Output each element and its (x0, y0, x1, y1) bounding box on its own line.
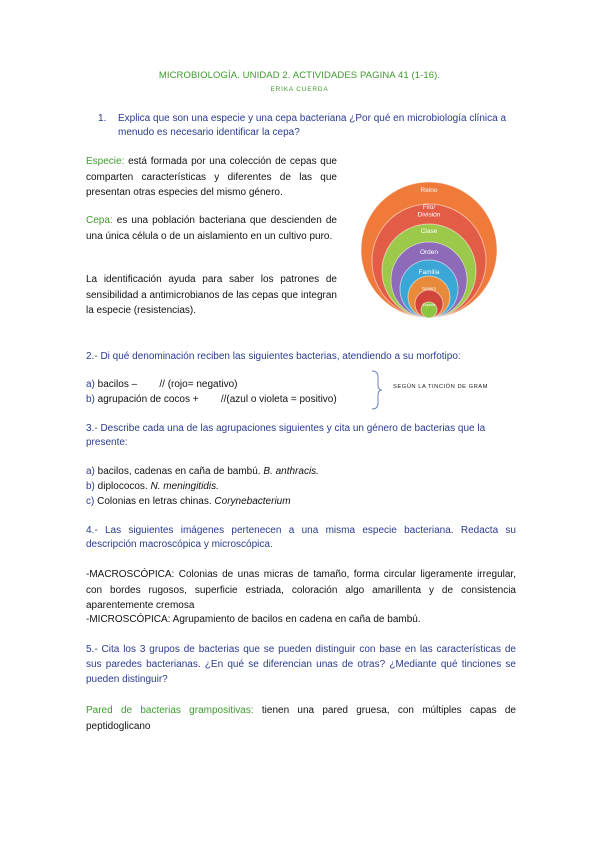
q3-item-a (86, 464, 516, 479)
question-1-text: Explica que son una especie y una cepa bacteriana ¿Por qué en microbiología clínica a menudo es necesario identificar la cepa? (118, 113, 507, 138)
question-5-text: 5.- Cita los 3 grupos de bacterias que se pueden distinguir con base en las características de sus paredes bacterianas. ¿En qué se diferencian unas de otras? ¿Mediante qué tinciones se pueden distinguir? (86, 644, 516, 685)
taxonomy-label-7: Especie (422, 303, 436, 307)
q3-item-b-text: diplococos. (94, 481, 151, 492)
question-3-text: 3.- Describe cada una de las agrupaciones siguientes y cita un género de bacterias que la presente: (86, 423, 486, 448)
taxonomy-label-6: Genero (422, 286, 436, 291)
page-title: MICROBIOLOGÍA. UNIDAD 2. ACTIVIDADES PAGINA 41 (1-16). (158, 70, 441, 81)
q3-item-c-genus: Corynebacterium (214, 496, 291, 507)
q3-item-c (86, 494, 516, 509)
macroscopic-description: -MACROSCÓPICA: Colonias de unas micras de tamaño, forma circular ligeramente irregular, con bordes rugosos, superficie estriada, coloración algo amarillenta y de consistencia aparentemente cremosa (86, 569, 516, 611)
q2-item-a-label: a) (86, 379, 95, 390)
taxonomy-label-2: Filo/ División (417, 204, 441, 219)
q2-item-a-text: bacilos – // (rojo= negativo) (94, 379, 238, 390)
q3-item-a-text: bacilos, cadenas en caña de bambú. (94, 466, 264, 477)
question-4-text: 4.- Las siguientes imágenes pertenecen a una misma especie bacteriana. Redacta su descripción macroscópica y microscópica. (86, 525, 516, 550)
especie-label: Especie: (86, 156, 125, 167)
q2-item-b-label: b) (86, 394, 95, 405)
curly-brace (370, 369, 384, 411)
taxonomy-label-3: Clase (420, 228, 438, 235)
gram-stain-note: SEGÚN LA TINCIÓN DE GRAM (393, 384, 488, 390)
taxonomy-label-5: Familia (418, 269, 440, 276)
author-name: ERIKA CUERDA (270, 86, 329, 93)
q3-item-c-text: Colonias en letras chinas. (94, 496, 215, 507)
cepa-text: es una población bacteriana que descienden de una única célula o de un aislamiento en un cultivo puro. (86, 215, 337, 242)
q3-item-a-label: a) (86, 466, 95, 477)
question-1-number: 1. (98, 113, 107, 124)
q5-answer (86, 703, 516, 734)
q2-item-b-text: agrupación de cocos + //(azul o violeta = positivo) (94, 394, 337, 405)
identificacion-paragraph: La identificación ayuda para saber los patrones de sensibilidad a antimicrobianos de las cepas que integran la especie (resistencias). (86, 274, 337, 316)
q2-item-a (86, 377, 376, 392)
q3-item-c-label: c) (86, 496, 95, 507)
q5-answer-label: Pared de bacterias grampositivas: (86, 705, 254, 716)
taxonomy-label-4: Orden (419, 249, 439, 256)
q3-item-b (86, 479, 516, 494)
cepa-label: Cepa: (86, 215, 113, 226)
especie-definition (86, 154, 337, 201)
question-2-text: 2.- Di qué denominación reciben las siguientes bacterias, atendiendo a su morfotipo: (86, 351, 461, 362)
taxonomy-label-0: Dominio (417, 167, 441, 174)
microscopic-description: -MICROSCÓPICA: Agrupamiento de bacilos en cadena en caña de bambú. (86, 614, 421, 625)
taxonomy-label-1: Reino (420, 187, 438, 194)
q3-item-a-genus: B. anthracis. (263, 466, 319, 477)
q3-item-b-label: b) (86, 481, 95, 492)
q2-item-b (86, 392, 376, 407)
cepa-definition (86, 213, 337, 244)
q5-answer-text: tienen una pared gruesa, con múltiples capas de peptidoglicano (86, 705, 516, 732)
taxonomy-nested-circles-diagram (358, 150, 500, 322)
especie-text: está formada por una colección de cepas que comparten características y diferentes de las que presentan otras especies del mismo género. (86, 156, 337, 198)
q3-item-b-genus: N. meningitidis. (150, 481, 219, 492)
